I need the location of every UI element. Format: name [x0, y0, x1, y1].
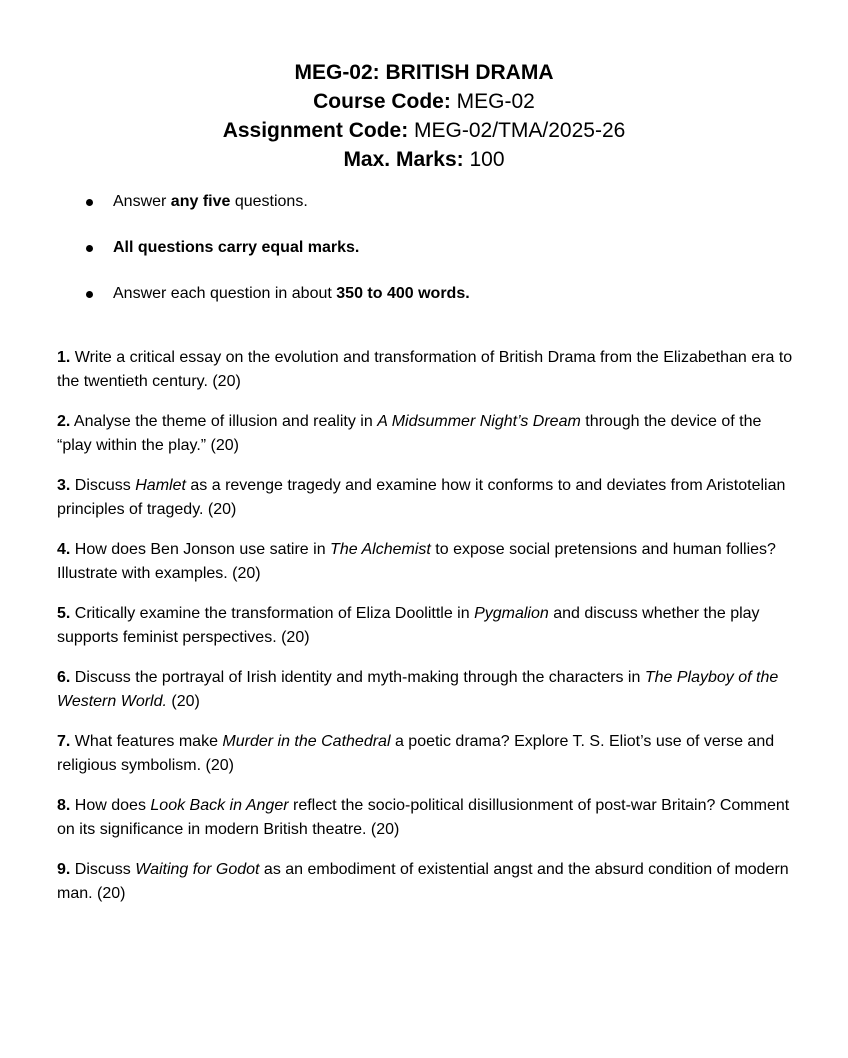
assignment-code-value: MEG-02/TMA/2025-26 [414, 119, 626, 142]
instruction-item [82, 238, 470, 284]
question-number: 6. [57, 669, 71, 686]
question-number: 2. [57, 413, 71, 430]
text-segment: questions. [230, 193, 308, 210]
question-item [57, 666, 797, 730]
course-title-line [0, 58, 848, 87]
emphasis-text: any five [170, 193, 231, 210]
work-title: Waiting for Godot [135, 861, 260, 878]
question-number: 5. [57, 605, 71, 622]
instructions-list [82, 192, 470, 330]
work-title: Look Back in Anger [150, 797, 289, 814]
question-number: 4. [57, 541, 71, 558]
work-title: Murder in the Cathedral [222, 733, 391, 750]
text-segment: as a revenge tragedy and examine how it conforms to and deviates from Aristotelian principles of tragedy. (20) [57, 477, 786, 518]
bullet-icon [86, 245, 93, 252]
text-segment: as an embodiment of existential angst and the absurd condition of modern man. (20) [57, 861, 789, 902]
text-segment: Discuss the portrayal of Irish identity and myth-making through the characters in [70, 669, 645, 686]
bullet-icon [86, 199, 93, 206]
question-number: 9. [57, 861, 71, 878]
document-header [0, 58, 848, 174]
question-item [57, 858, 797, 922]
question-number: 3. [57, 477, 71, 494]
course-code-label: Course Code: [313, 90, 451, 113]
question-item [57, 794, 797, 858]
text-segment: a poetic drama? Explore T. S. Eliot’s use of verse and religious symbolism. (20) [57, 733, 775, 774]
text-segment: (20) [166, 693, 200, 710]
assignment-code-line [0, 116, 848, 145]
question-number: 7. [57, 733, 71, 750]
work-title: A Midsummer Night’s Dream [377, 413, 581, 430]
text-segment: What features make [70, 733, 223, 750]
work-title: The Playboy of the Western World. [57, 669, 779, 710]
work-title: Pygmalion [474, 605, 549, 622]
text-segment: reflect the socio-political disillusionment of post-war Britain? Comment on its significance in modern British theatre. (20) [57, 797, 790, 838]
course-title: MEG-02: BRITISH DRAMA [294, 61, 554, 84]
course-code-value: MEG-02 [456, 90, 535, 113]
text-segment: Discuss [70, 477, 136, 494]
text-segment: How does Ben Jonson use satire in [70, 541, 331, 558]
text-segment: How does [70, 797, 151, 814]
instruction-item [82, 284, 470, 330]
text-segment: Answer [113, 193, 171, 210]
question-item [57, 346, 797, 410]
course-code-line [0, 87, 848, 116]
question-item [57, 730, 797, 794]
max-marks-line [0, 145, 848, 174]
max-marks-label: Max. Marks: [343, 148, 464, 171]
text-segment: Discuss [70, 861, 136, 878]
text-segment: through the device of the “play within the play.” (20) [57, 413, 762, 454]
bullet-icon [86, 291, 93, 298]
question-item [57, 538, 797, 602]
emphasis-text: All questions carry equal marks. [113, 239, 360, 256]
questions-list [57, 346, 797, 922]
text-segment: Critically examine the transformation of Eliza Doolittle in [70, 605, 475, 622]
text-segment: and discuss whether the play supports feminist perspectives. (20) [57, 605, 760, 646]
instruction-item [82, 192, 470, 238]
text-segment: Analyse the theme of illusion and reality in [70, 413, 378, 430]
text-segment: Write a critical essay on the evolution and transformation of British Drama from the Elizabethan era to the twentieth century. (20) [57, 349, 793, 390]
question-number: 1. [57, 349, 71, 366]
work-title: The Alchemist [330, 541, 431, 558]
text-segment: Answer each question in about [113, 285, 337, 302]
question-item [57, 410, 797, 474]
emphasis-text: 350 to 400 words. [336, 285, 470, 302]
assignment-code-label: Assignment Code: [222, 119, 409, 142]
question-number: 8. [57, 797, 71, 814]
text-segment: to expose social pretensions and human follies? Illustrate with examples. (20) [57, 541, 776, 582]
max-marks-value: 100 [469, 148, 505, 171]
question-item [57, 602, 797, 666]
work-title: Hamlet [135, 477, 186, 494]
question-item [57, 474, 797, 538]
